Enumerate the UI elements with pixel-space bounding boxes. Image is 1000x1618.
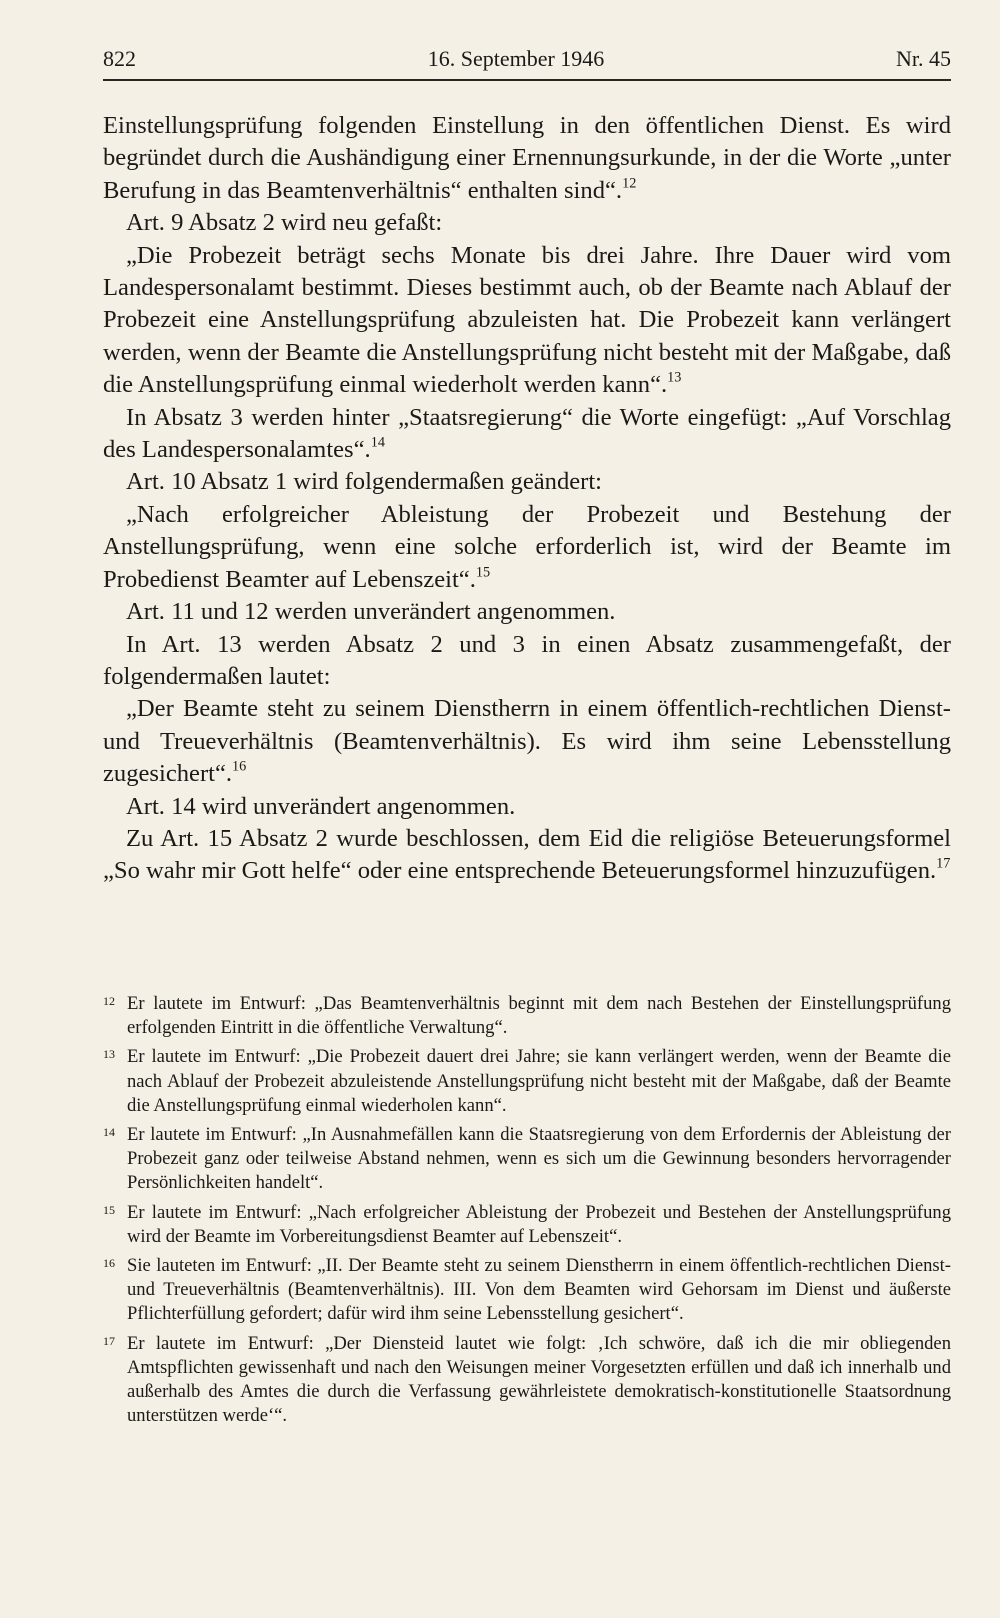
footnote-text: Er lautete im Entwurf: „Nach erfolgreicher Ableistung der Probezeit und Bestehen der Anstellungsprüfung wird der Beamte im Vorbereitungsdienst Beamter auf Lebenszeit“. bbox=[127, 1201, 951, 1247]
issue-number: Nr. 45 bbox=[896, 46, 951, 71]
body-paragraph: Art. 11 und 12 werden unverändert angenommen. bbox=[126, 598, 616, 626]
page-number: 822 bbox=[103, 46, 136, 71]
body-paragraph: Einstellungsprüfung folgenden Einstellung in den öffentlichen Dienst. Es wird begründet durch die Aushändigung einer Ernennungsurkunde, in der die Worte „unter Berufung in das Beamtenverhältnis“ enthalten sind“.$^{12}$ bbox=[103, 112, 951, 204]
footnote-number: 17 bbox=[103, 1333, 115, 1348]
footnote-number: 12 bbox=[103, 994, 115, 1008]
footnote-text: Er lautete im Entwurf: „In Ausnahmefällen kann die Staatsregierung von dem Erfordernis der Ableistung der Probezeit ganz oder teilweise Abstand nehmen, wenn es sich um die Gewinnung besonders hervorragender Persönlichkeiten handelt“. bbox=[127, 1124, 951, 1194]
header-rule bbox=[103, 79, 951, 81]
footnote-number: 15 bbox=[103, 1202, 115, 1217]
footnote bbox=[103, 1123, 951, 1196]
body-paragraph: Art. 9 Absatz 2 wird neu gefaßt: bbox=[126, 209, 443, 237]
footnote-text: Er lautete im Entwurf: „Das Beamtenverhältnis beginnt mit dem nach Bestehen der Einstellungsprüfung erfolgenden Eintritt in die öffentliche Verwaltung“. bbox=[127, 993, 951, 1039]
footnote bbox=[103, 1332, 951, 1429]
body-paragraph: Zu Art. 15 Absatz 2 wurde beschlossen, dem Eid die religiöse Beteuerungsformel „So wahr mir Gott helfe“ oder eine entsprechende Beteuerungsformel hinzuzufügen.$^{17}$ bbox=[103, 824, 951, 885]
body-paragraph: In Art. 13 werden Absatz 2 und 3 in einen Absatz zusammengefaßt, der folgendermaßen lautet: bbox=[103, 630, 951, 690]
footnote-text: Er lautete im Entwurf: „Der Diensteid lautet wie folgt: ‚Ich schwöre, daß ich die mir obliegenden Amtspflichten gewissenhaft und nach den Weisungen meiner Vorgesetzten erfüllen und daß ich innerhalb und außerhalb des Amtes die durch die Verfassung gewährleistete demokratisch-konstitutionelle Staatsordnung unterstützen werde‘“. bbox=[127, 1332, 951, 1427]
footnotes bbox=[103, 992, 951, 1433]
footnote-number: 14 bbox=[103, 1125, 115, 1140]
footnote-ref[interactable]: 16 bbox=[232, 758, 247, 775]
body-paragraph: Art. 14 wird unverändert angenommen. bbox=[126, 792, 516, 820]
footnote-ref[interactable]: 17 bbox=[936, 856, 951, 873]
footnote-ref[interactable]: 14 bbox=[370, 434, 385, 451]
footnote bbox=[103, 1045, 951, 1118]
running-header bbox=[103, 44, 951, 74]
footnote-ref[interactable]: 13 bbox=[667, 369, 682, 386]
body-paragraph: Art. 10 Absatz 1 wird folgendermaßen geändert: bbox=[126, 468, 603, 496]
header-date: 16. September 1946 bbox=[427, 46, 605, 71]
footnote-text: Er lautete im Entwurf: „Die Probezeit dauert drei Jahre; sie kann verlängert werden, wenn der Beamte die nach Ablauf der Probezeit abzuleistende Anstellungsprüfung nicht besteht mit der Maßgabe, daß der Beamte die Anstellungsprüfung einmal wiederholen kann“. bbox=[127, 1046, 951, 1116]
footnote-number: 16 bbox=[103, 1256, 115, 1271]
footnote-ref[interactable]: 12 bbox=[622, 175, 637, 192]
body-paragraph: „Die Probezeit beträgt sechs Monate bis drei Jahre. Ihre Dauer wird vom Landespersonalamt bestimmt. Dieses bestimmt auch, ob der Beamte nach Ablauf der Probezeit eine Anstellungsprüfung abzuleisten hat. Die Probezeit kann verlängert werden, wenn der Beamte die Anstellungsprüfung nicht besteht mit der Maßgabe, daß die Anstellungsprüfung einmal wiederholt werden kann“.$^{13}$ bbox=[103, 241, 951, 399]
body-paragraph: In Absatz 3 werden hinter „Staatsregierung“ die Worte eingefügt: „Auf Vorschlag des Landespersonalamtes“.$^{14}$ bbox=[103, 403, 951, 464]
body-paragraph: „Nach erfolgreicher Ableistung der Probezeit und Bestehung der Anstellungsprüfung, wenn eine solche erforderlich ist, wird der Beamte im Probedienst Beamter auf Lebenszeit“.$^{15}$ bbox=[103, 500, 951, 593]
footnote bbox=[103, 992, 951, 1040]
footnote-text: Sie lauteten im Entwurf: „II. Der Beamte steht zu seinem Dienstherrn in einem öffentlich-rechtlichen Dienst- und Treueverhältnis (Beamtenverhältnis). III. Von dem Beamten wird Gehorsam im Dienst und äußerste Pflichterfüllung gefordert; dafür wird ihm seine Lebensstellung gesichert“. bbox=[127, 1255, 951, 1325]
footnote-ref[interactable]: 15 bbox=[475, 564, 491, 581]
footnote bbox=[103, 1254, 951, 1327]
body-paragraph: „Der Beamte steht zu seinem Dienstherrn in einem öffentlich-rechtlichen Dienst- und Treueverhältnis (Beamtenverhältnis). Es wird ihm seine Lebensstellung zugesichert“.$^{16}$ bbox=[103, 695, 951, 788]
footnote-number: 13 bbox=[103, 1047, 115, 1062]
body-text bbox=[103, 110, 951, 888]
footnote bbox=[103, 1201, 951, 1249]
